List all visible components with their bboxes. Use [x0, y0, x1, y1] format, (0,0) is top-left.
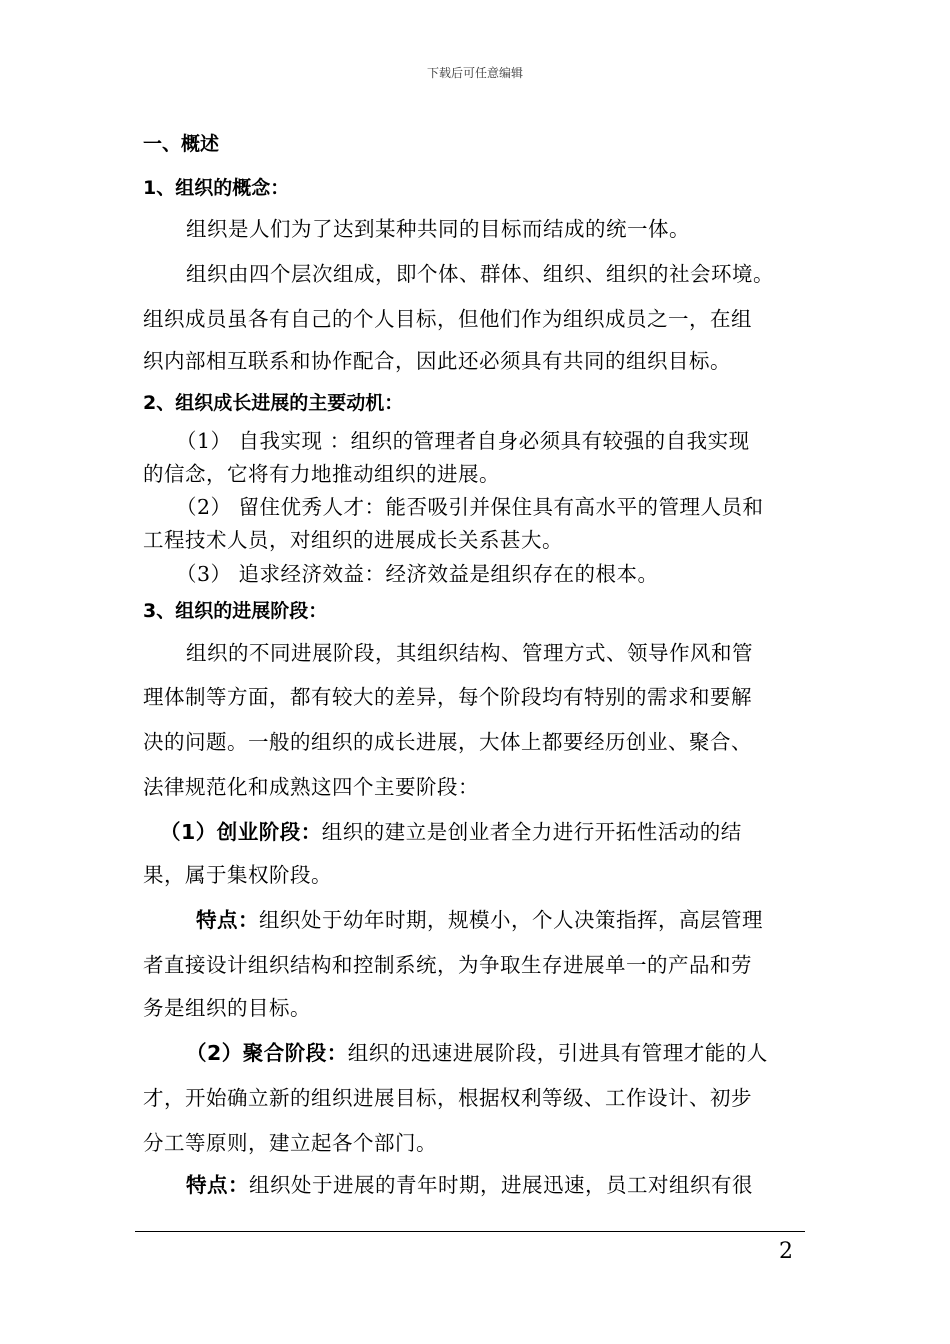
- feature-paragraph-line: 特点：组织处于幼年时期，规模小，个人决策指挥，高层管理: [196, 908, 763, 932]
- footer-divider: [135, 1231, 805, 1232]
- paragraph-line: 组织由四个层次组成，即个体、群体、组织、组织的社会环境。: [186, 262, 774, 286]
- section-heading: 一、概述: [143, 133, 220, 155]
- list-item: （1） 自我实现 ：组织的管理者自身必须具有较强的自我实现: [176, 429, 750, 453]
- paragraph-line: 果，属于集权阶段。: [143, 863, 332, 887]
- paragraph-line: 组织的不同进展阶段，其组织结构、管理方式、领导作风和管: [186, 641, 753, 665]
- paragraph-line: 分工等原则，建立起各个部门。: [143, 1131, 437, 1155]
- paragraph-line: 组织是人们为了达到某种共同的目标而结成的统一体。: [186, 217, 690, 241]
- stage-label: （2）聚合阶段：: [186, 1041, 348, 1065]
- feature-paragraph-line: 特点：组织处于进展的青年时期，进展迅速，员工对组织有很: [186, 1173, 753, 1197]
- stage-label: （1）创业阶段：: [160, 820, 322, 844]
- feature-label: 特点：: [196, 908, 259, 932]
- paragraph-line: 理体制等方面，都有较大的差异，每个阶段均有特别的需求和要解: [143, 685, 752, 709]
- paragraph-line: 者直接设计组织结构和控制系统，为争取生存进展单一的产品和劳: [143, 953, 752, 977]
- list-item-continuation: 工程技术人员，对组织的进展成长关系甚大。: [143, 528, 563, 552]
- feature-label: 特点：: [186, 1173, 249, 1197]
- paragraph-line: 组织成员虽各有自己的个人目标，但他们作为组织成员之一，在组: [143, 307, 752, 331]
- list-item-continuation: 的信念，它将有力地推动组织的进展。: [143, 462, 500, 486]
- list-item: （2） 留住优秀人才：能否吸引并保住具有高水平的管理人员和: [176, 495, 764, 519]
- page-number: 2: [779, 1239, 793, 1264]
- subsection-heading: 1、组织的概念：: [143, 177, 290, 199]
- page-header: 下载后可任意编辑: [426, 66, 523, 80]
- paragraph-line: 决的问题。一般的组织的成长进展，大体上都要经历创业、聚合、: [143, 730, 752, 754]
- paragraph-line: 织内部相互联系和协作配合，因此还必须具有共同的组织目标。: [143, 349, 731, 373]
- paragraph-line: 才，开始确立新的组织进展目标，根据权利等级、工作设计、初步: [143, 1086, 752, 1110]
- paragraph-line: 务是组织的目标。: [143, 996, 311, 1020]
- stage-paragraph-line: （1）创业阶段：组织的建立是创业者全力进行开拓性活动的结: [160, 820, 742, 844]
- subsection-heading: 3、组织的进展阶段：: [143, 600, 328, 622]
- paragraph-line: 法律规范化和成熟这四个主要阶段：: [143, 775, 479, 799]
- subsection-heading: 2、组织成长进展的主要动机：: [143, 392, 404, 414]
- stage-paragraph-line: （2）聚合阶段：组织的迅速进展阶段，引进具有管理才能的人: [186, 1041, 768, 1065]
- list-item: （3） 追求经济效益：经济效益是组织存在的根本。: [176, 562, 659, 586]
